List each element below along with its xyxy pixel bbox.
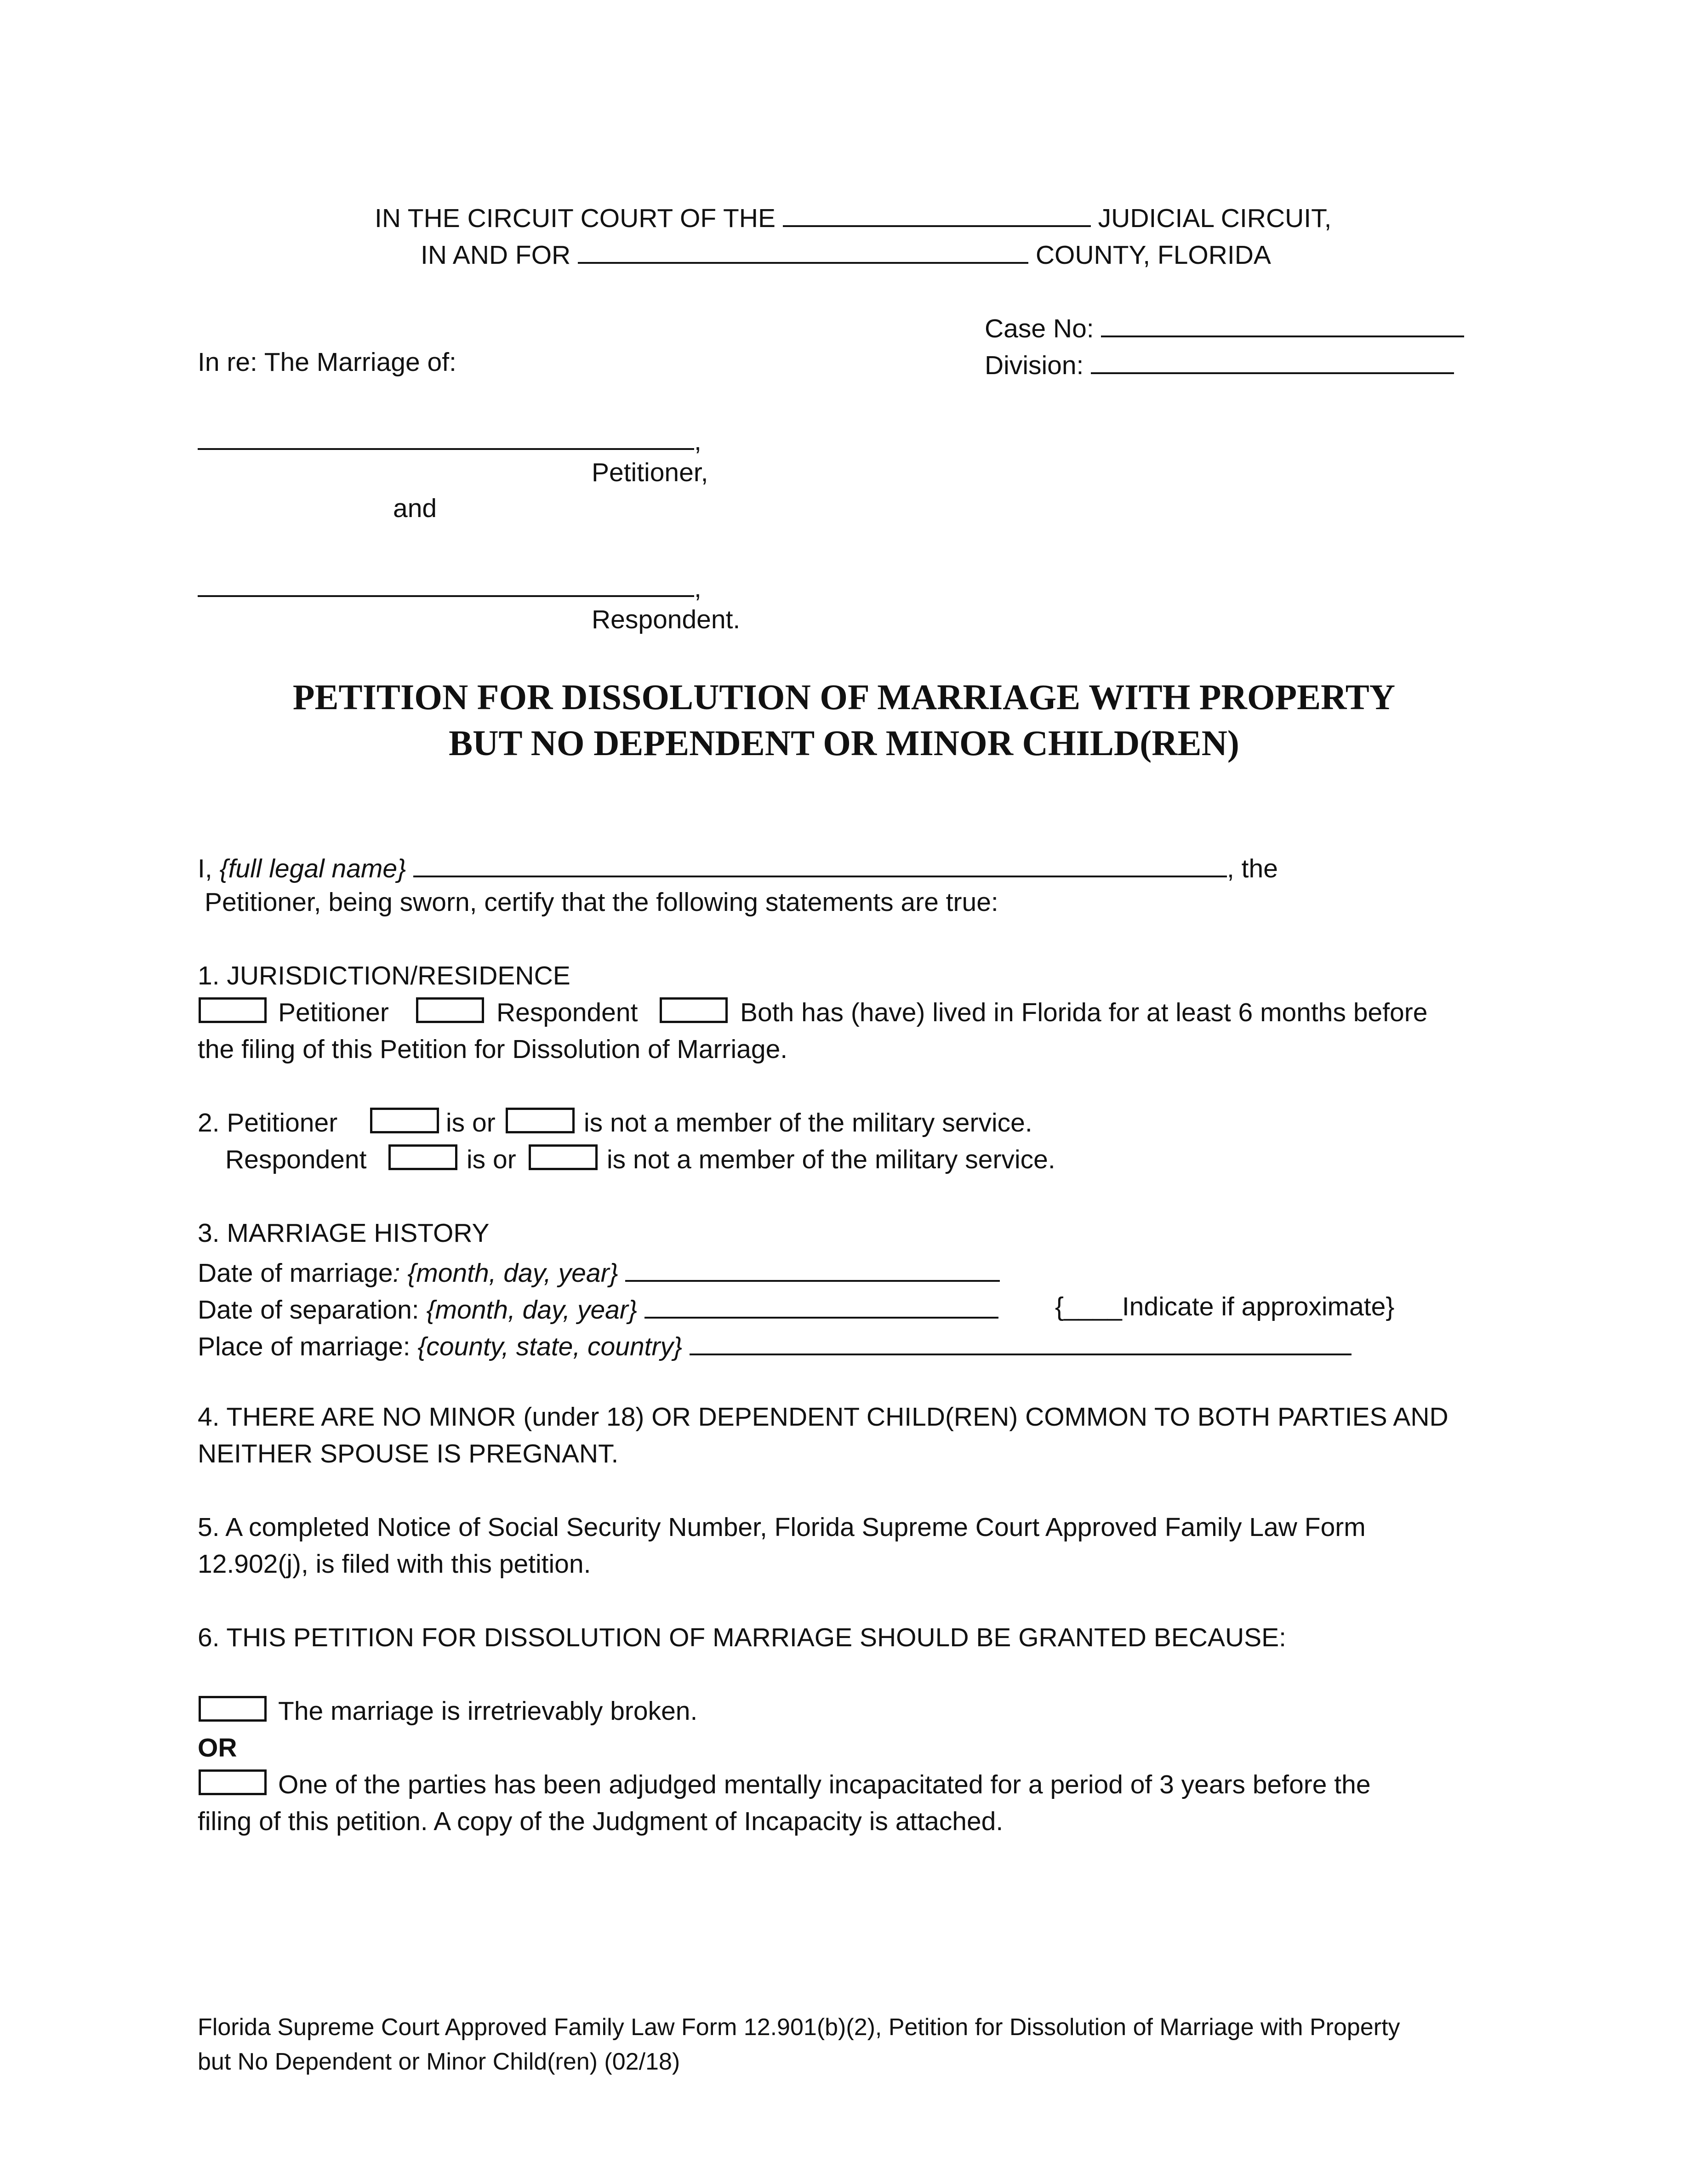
- judicial-circuit-field[interactable]: [783, 202, 1091, 227]
- petitioner-name-row: [198, 425, 701, 455]
- case-no-field[interactable]: [1101, 313, 1464, 337]
- division-row: [985, 349, 1454, 379]
- place-of-marriage-hint: {county, state, country}: [417, 1332, 683, 1361]
- date-of-separation-hint: {month, day, year}: [426, 1295, 637, 1325]
- date-of-separation-row: [198, 1294, 998, 1323]
- section1-continuation: the filing of this Petition for Dissolution of Marriage.: [198, 1035, 788, 1064]
- in-re-label: In re: The Marriage of:: [198, 347, 456, 377]
- respondent-residence-checkbox[interactable]: [416, 997, 484, 1023]
- irretrievably-broken-label: The marriage is irretrievably broken.: [278, 1696, 698, 1726]
- both-residence-label: Both has (have) lived in Florida for at least 6 months before: [740, 998, 1428, 1027]
- section6-heading: 6. THIS PETITION FOR DISSOLUTION OF MARRIAGE SHOULD BE GRANTED BECAUSE:: [198, 1623, 1286, 1652]
- section1-heading: 1. JURISDICTION/RESIDENCE: [198, 961, 570, 990]
- court-header-suffix: JUDICIAL CIRCUIT,: [1098, 204, 1332, 233]
- section5-line2: 12.902(j), is filed with this petition.: [198, 1549, 591, 1579]
- petitioner-label: Petitioner,: [592, 458, 708, 487]
- petitioner-military-yes-checkbox[interactable]: [370, 1108, 439, 1133]
- respondent-military-yes-checkbox[interactable]: [388, 1144, 457, 1170]
- date-of-marriage-hint: : {month, day, year}: [393, 1258, 618, 1288]
- section5-line1: 5. A completed Notice of Social Security Number, Florida Supreme Court Approved Family Law Form: [198, 1513, 1366, 1542]
- place-of-marriage-field[interactable]: [690, 1331, 1352, 1355]
- oath-line1: [198, 853, 1278, 882]
- respondent-label: Respondent.: [592, 605, 741, 634]
- oath-line2: Petitioner, being sworn, certify that the following statements are true:: [205, 887, 998, 917]
- both-residence-checkbox[interactable]: [660, 997, 728, 1023]
- petitioner-name-field[interactable]: [198, 425, 694, 450]
- and-label: and: [393, 494, 437, 523]
- respondent-residence-label: Respondent: [496, 998, 638, 1027]
- date-of-separation-label: Date of separation:: [198, 1295, 427, 1325]
- footer-line1: Florida Supreme Court Approved Family Law Form 12.901(b)(2), Petition for Dissolution of Marriage with Property: [198, 2014, 1400, 2041]
- footer-line2: but No Dependent or Minor Child(ren) (02/18): [198, 2048, 680, 2075]
- court-header-prefix: IN THE CIRCUIT COURT OF THE: [375, 204, 776, 233]
- section4-line1: 4. THERE ARE NO MINOR (under 18) OR DEPENDENT CHILD(REN) COMMON TO BOTH PARTIES AND: [198, 1402, 1448, 1432]
- incapacity-label-line1: One of the parties has been adjudged mentally incapacitated for a period of 3 years before the: [278, 1770, 1371, 1799]
- county-field[interactable]: [578, 239, 1028, 264]
- respondent-name-field[interactable]: [198, 572, 694, 597]
- court-header-line1: [375, 202, 1331, 232]
- respondent-military-no-checkbox[interactable]: [529, 1144, 598, 1170]
- section4-line2: NEITHER SPOUSE IS PREGNANT.: [198, 1439, 619, 1468]
- section2-petitioner-label: 2. Petitioner: [198, 1108, 338, 1138]
- petitioner-military-no-checkbox[interactable]: [506, 1108, 575, 1133]
- division-field[interactable]: [1091, 349, 1454, 374]
- document-title-line2: BUT NO DEPENDENT OR MINOR CHILD(REN): [449, 723, 1239, 763]
- case-no-row: [985, 313, 1464, 342]
- date-of-marriage-label: Date of marriage: [198, 1258, 393, 1288]
- petitioner-residence-checkbox[interactable]: [199, 997, 267, 1023]
- full-legal-name-field[interactable]: [413, 853, 1227, 877]
- oath-prefix: I,: [198, 854, 212, 883]
- petitioner-not-member: is not a member of the military service.: [584, 1108, 1032, 1138]
- incapacity-label-line2: filing of this petition. A copy of the Judgment of Incapacity is attached.: [198, 1807, 1004, 1836]
- section2-respondent-label: Respondent: [225, 1145, 367, 1174]
- irretrievably-broken-checkbox[interactable]: [199, 1696, 267, 1722]
- petitioner-comma: ,: [694, 427, 701, 456]
- oath-suffix: , the: [1227, 854, 1278, 883]
- case-no-label: Case No:: [985, 314, 1094, 343]
- division-label: Division:: [985, 351, 1084, 380]
- petitioner-residence-label: Petitioner: [278, 998, 389, 1027]
- date-of-separation-field[interactable]: [644, 1294, 998, 1319]
- date-of-marriage-row: [198, 1257, 1000, 1286]
- respondent-comma: ,: [694, 574, 701, 603]
- county-suffix: COUNTY, FLORIDA: [1035, 240, 1271, 270]
- place-of-marriage-label: Place of marriage:: [198, 1332, 418, 1361]
- or-label: OR: [198, 1733, 237, 1763]
- respondent-is-or: is or: [467, 1145, 516, 1174]
- section3-heading: 3. MARRIAGE HISTORY: [198, 1218, 490, 1248]
- incapacity-checkbox[interactable]: [199, 1769, 267, 1795]
- full-legal-name-hint: {full legal name}: [219, 854, 406, 883]
- court-header-line2: [421, 239, 1271, 268]
- date-of-marriage-field[interactable]: [625, 1257, 1000, 1282]
- approximate-indicator[interactable]: {____Indicate if approximate}: [1055, 1292, 1395, 1321]
- document-title-line1: PETITION FOR DISSOLUTION OF MARRIAGE WITH PROPERTY: [292, 677, 1396, 717]
- place-of-marriage-row: [198, 1331, 1352, 1360]
- petitioner-is-or: is or: [446, 1108, 496, 1138]
- county-prefix: IN AND FOR: [421, 240, 571, 270]
- respondent-not-member: is not a member of the military service.: [607, 1145, 1055, 1174]
- respondent-name-row: [198, 572, 701, 602]
